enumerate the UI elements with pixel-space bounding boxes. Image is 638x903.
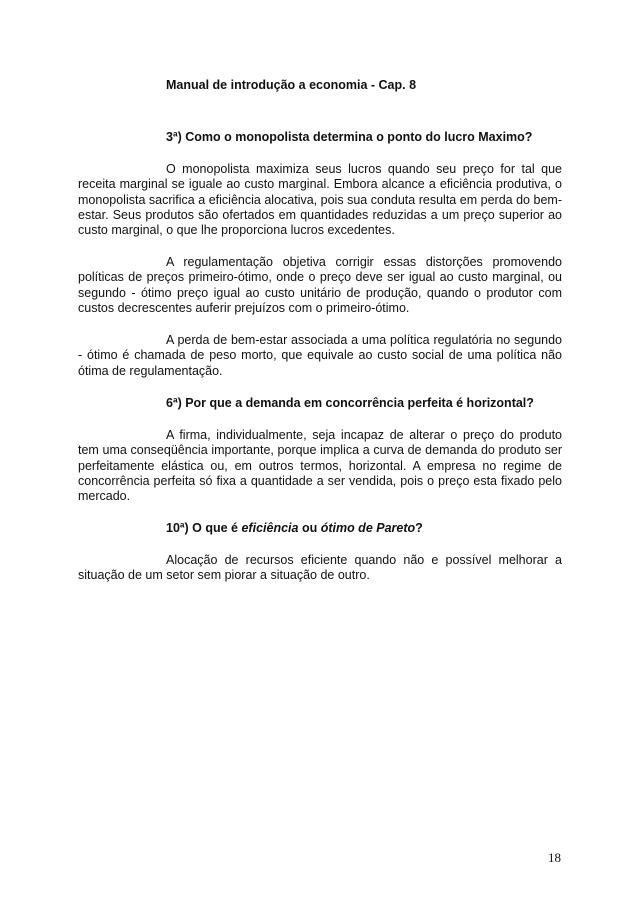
page-number: 18 <box>548 850 561 865</box>
question-10-heading <box>166 521 423 535</box>
question-6-heading: 6ª) Por que a demanda em concorrência perfeita é horizontal? <box>166 396 534 410</box>
question-3-paragraph-1: O monopolista maximiza seus lucros quando seu preço for tal que receita marginal se iguale ao custo marginal. Embora alcance a eficiência produtiva, o monopolista sacrifica a eficiência alocativa, pois sua conduta resulta em perda do bem-estar. Seus produtos são ofertados em quantidades reduzidas a um preço superior ao custo marginal, o que lhe proporciona lucros excedentes. <box>78 162 562 238</box>
question-3-paragraph-3: A perda de bem-estar associada a uma política regulatória no segundo - ótimo é chamada de peso morto, que equivale ao custo social de uma política não ótima de regulamentação. <box>78 333 562 378</box>
question-10-heading-term-pareto: ótimo de Pareto <box>320 521 416 535</box>
question-10-heading-suffix: ? <box>415 521 423 535</box>
question-3-heading: 3ª) Como o monopolista determina o ponto do lucro Maximo? <box>166 130 533 144</box>
question-10-heading-prefix: 10ª) O que é <box>166 521 242 535</box>
question-6-paragraph-1: A firma, individualmente, seja incapaz de alterar o preço do produto tem uma conseqüência importante, porque implica a curva de demanda do produto ser perfeitamente elástica ou, em outros termos, horizontal. A empresa no regime de concorrência perfeita só fixa a quantidade a ser vendida, pois o preço esta fixado pelo mercado. <box>78 428 562 504</box>
question-10-paragraph-1: Alocação de recursos eficiente quando não e possível melhorar a situação de um setor sem piorar a situação de outro. <box>78 553 562 583</box>
question-10-heading-term-efficiency: eficiência <box>241 521 299 535</box>
document-header: Manual de introdução a economia - Cap. 8 <box>166 78 417 92</box>
question-3-paragraph-2: A regulamentação objetiva corrigir essas distorções promovendo políticas de preços primeiro-ótimo, onde o preço deve ser igual ao custo marginal, ou segundo - ótimo preço igual ao custo unitário de produção, quando o produtor com custos decrescentes auferir prejuízos com o primeiro-ótimo. <box>78 255 562 315</box>
question-10-heading-connector: ou <box>298 521 321 535</box>
